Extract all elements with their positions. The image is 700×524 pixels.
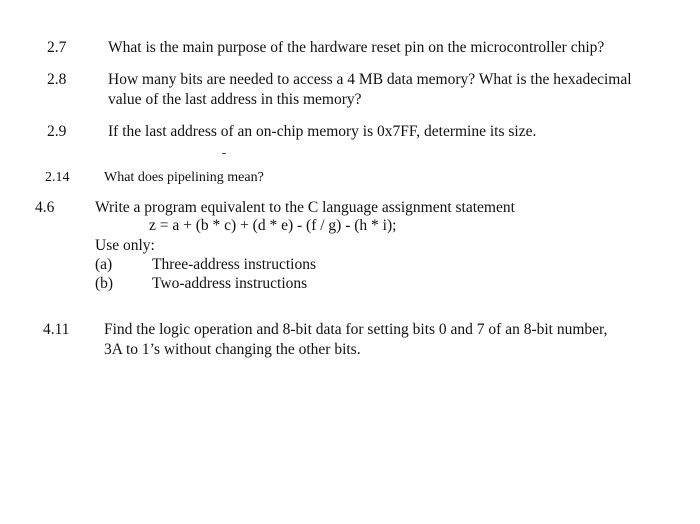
question-text: Use only: [95, 237, 155, 254]
question-text: value of the last address in this memory? [108, 91, 362, 108]
assignment-statement: z = a + (b * c) + (d * e) - (f / g) - (h * i); [149, 217, 397, 234]
option-text: Two-address instructions [152, 275, 308, 292]
question-number: 2.14 [45, 170, 70, 185]
question-text: 3A to 1’s without changing the other bits. [104, 341, 361, 358]
question-number: 2.8 [47, 71, 67, 88]
question-text: If the last address of an on-chip memory is 0x7FF, determine its size. [108, 123, 537, 140]
question-text: What does pipelining mean? [104, 170, 264, 185]
question-text: How many bits are needed to access a 4 MB data memory? What is the hexadecimal [108, 71, 632, 88]
question-text: Write a program equivalent to the C language assignment statement [95, 199, 515, 216]
question-text: What is the main purpose of the hardware reset pin on the microcontroller chip? [108, 39, 605, 56]
question-number: 4.6 [35, 199, 55, 216]
stray-mark [222, 153, 226, 154]
option-text: Three-address instructions [152, 256, 316, 273]
question-number: 2.9 [47, 123, 67, 140]
question-number: 4.11 [43, 321, 70, 338]
question-number: 2.7 [47, 39, 67, 56]
option-label: (b) [95, 275, 114, 292]
option-label: (a) [95, 256, 113, 273]
question-text: Find the logic operation and 8-bit data for setting bits 0 and 7 of an 8-bit number, [104, 321, 608, 338]
